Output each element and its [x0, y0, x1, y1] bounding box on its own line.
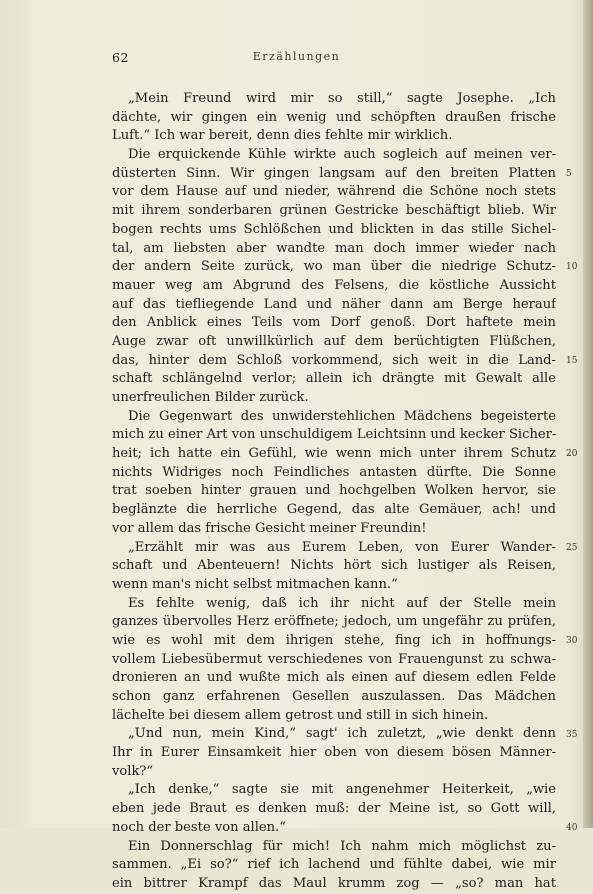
text-line: sammen. „Ei so?“ rief ich lachend und fühlte dabei, wie mir	[112, 857, 556, 873]
text-line: schaft und Abenteuern! Nichts hört sich lustiger als Reisen,	[112, 558, 556, 574]
page-number: 62	[112, 50, 129, 65]
text-line: dächte, wir gingen ein wenig und schöpften draußen frische	[112, 109, 556, 125]
text-line: eben jede Braut es denken muß: der Meine ist, so Gott will,	[112, 801, 556, 817]
text-line: dronieren an und wußte mich als einen auf diesem edlen Felde	[112, 670, 556, 686]
text-line: lächelte bei diesem allem getrost und still in sich hinein.	[112, 707, 489, 723]
text-line: mit ihrem sonderbaren grünen Gestricke beschäftigt blieb. Wir	[112, 203, 556, 219]
text-line: vor allem das frische Gesicht meiner Freundin!	[112, 520, 427, 536]
text-line: „Ich denke,“ sagte sie mit angenehmer Heiterkeit, „wie	[128, 782, 556, 798]
text-line: heit; ich hatte ein Gefühl, wie wenn mich unter ihrem Schutz	[112, 446, 556, 462]
line-number: 35	[566, 729, 578, 740]
text-line: ganzes übervolles Herz eröffnete; jedoch, um ungefähr zu prüfen,	[112, 614, 556, 630]
text-line: wie es wohl mit dem ihrigen stehe, fing ich in hoffnungs-	[112, 632, 556, 648]
text-line: Luft.“ Ich war bereit, denn dies fehlte mir wirklich.	[112, 128, 453, 144]
text-line: den Anblick eines Teils vom Dorf genoß. Dort haftete mein	[112, 315, 556, 331]
line-number: 15	[566, 355, 578, 366]
text-line: vollem Liebesübermut verschiedenes von Frauengunst zu schwa-	[112, 651, 556, 667]
text-line: Die erquickende Kühle wirkte auch sogleich auf meinen ver-	[128, 147, 556, 163]
text-line: düsterten Sinn. Wir gingen langsam auf den breiten Platten	[112, 165, 556, 181]
text-line: Ein Donnerschlag für mich! Ich nahm mich möglichst zu-	[128, 838, 556, 854]
text-line: „Erzählt mir was aus Eurem Leben, von Eurer Wander-	[128, 539, 556, 555]
text-line: Ihr in Eurer Einsamkeit hier oben von diesem bösen Männer-	[112, 745, 556, 761]
text-line: tal, am liebsten aber wandte man doch immer wieder nach	[112, 240, 556, 256]
text-line: auf das tiefliegende Land und näher dann am Berge herauf	[112, 296, 556, 312]
text-line: bogen rechts ums Schlößchen und blickten in das stille Sichel-	[112, 221, 556, 237]
text-line: beglänzte die herrliche Gegend, das alte Gemäuer, ach! und	[112, 502, 556, 518]
text-line: trat soeben hinter grauen und hochgelben Wolken hervor, sie	[112, 483, 556, 499]
page-edge-shadow	[583, 0, 593, 828]
text-line: vor dem Hause auf und nieder, während die Schöne noch stets	[112, 184, 556, 200]
text-line: noch der beste von allen.“	[112, 819, 286, 835]
text-line: das, hinter dem Schloß vorkommend, sich weit in die Land-	[112, 352, 556, 368]
text-line: unerfreulichen Bilder zurück.	[112, 390, 309, 405]
text-line: schon ganz erfahrenen Gesellen auszulassen. Das Mädchen	[112, 689, 556, 704]
text-line: Auge zwar oft unwillkürlich auf dem berüchtigten Flüßchen,	[112, 333, 556, 349]
text-line: volk?“	[112, 763, 154, 779]
text-line: ein bittrer Krampf das Maul krumm zog — „so? man hat	[112, 875, 556, 891]
line-number: 40	[566, 823, 578, 834]
text-line: Es fehlte wenig, daß ich ihr nicht auf der Stelle mein	[128, 595, 556, 611]
line-number: 20	[566, 449, 578, 460]
line-number: 10	[566, 262, 578, 273]
text-line: nichts Widriges noch Feindliches antasten dürfte. Die Sonne	[112, 464, 556, 480]
running-head: Erzählungen	[252, 50, 341, 63]
text-line: Die Gegenwart des unwiderstehlichen Mädchens begeisterte	[128, 408, 556, 424]
line-number: 25	[566, 542, 578, 553]
text-line: wenn man's nicht selbst mitmachen kann.“	[112, 576, 398, 592]
text-line: „Mein Freund wird mir so still,“ sagte Josephe. „Ich	[128, 91, 556, 106]
text-line: mauer weg am Abgrund des Felsens, die köstliche Aussicht	[112, 277, 556, 293]
text-line: schaft schlängelnd verlor; allein ich drängte mit Gewalt alle	[112, 371, 556, 387]
text-line: der andern Seite zurück, wo man über die niedrige Schutz-	[112, 259, 556, 275]
line-number: 30	[566, 636, 578, 647]
text-line: mich zu einer Art von unschuldigem Leichtsinn und kecker Sicher-	[112, 427, 556, 443]
body-text	[112, 90, 556, 894]
line-number: 5	[566, 168, 572, 179]
text-line: „Und nun, mein Kind,“ sagt' ich zuletzt, „wie denkt denn	[128, 726, 556, 742]
